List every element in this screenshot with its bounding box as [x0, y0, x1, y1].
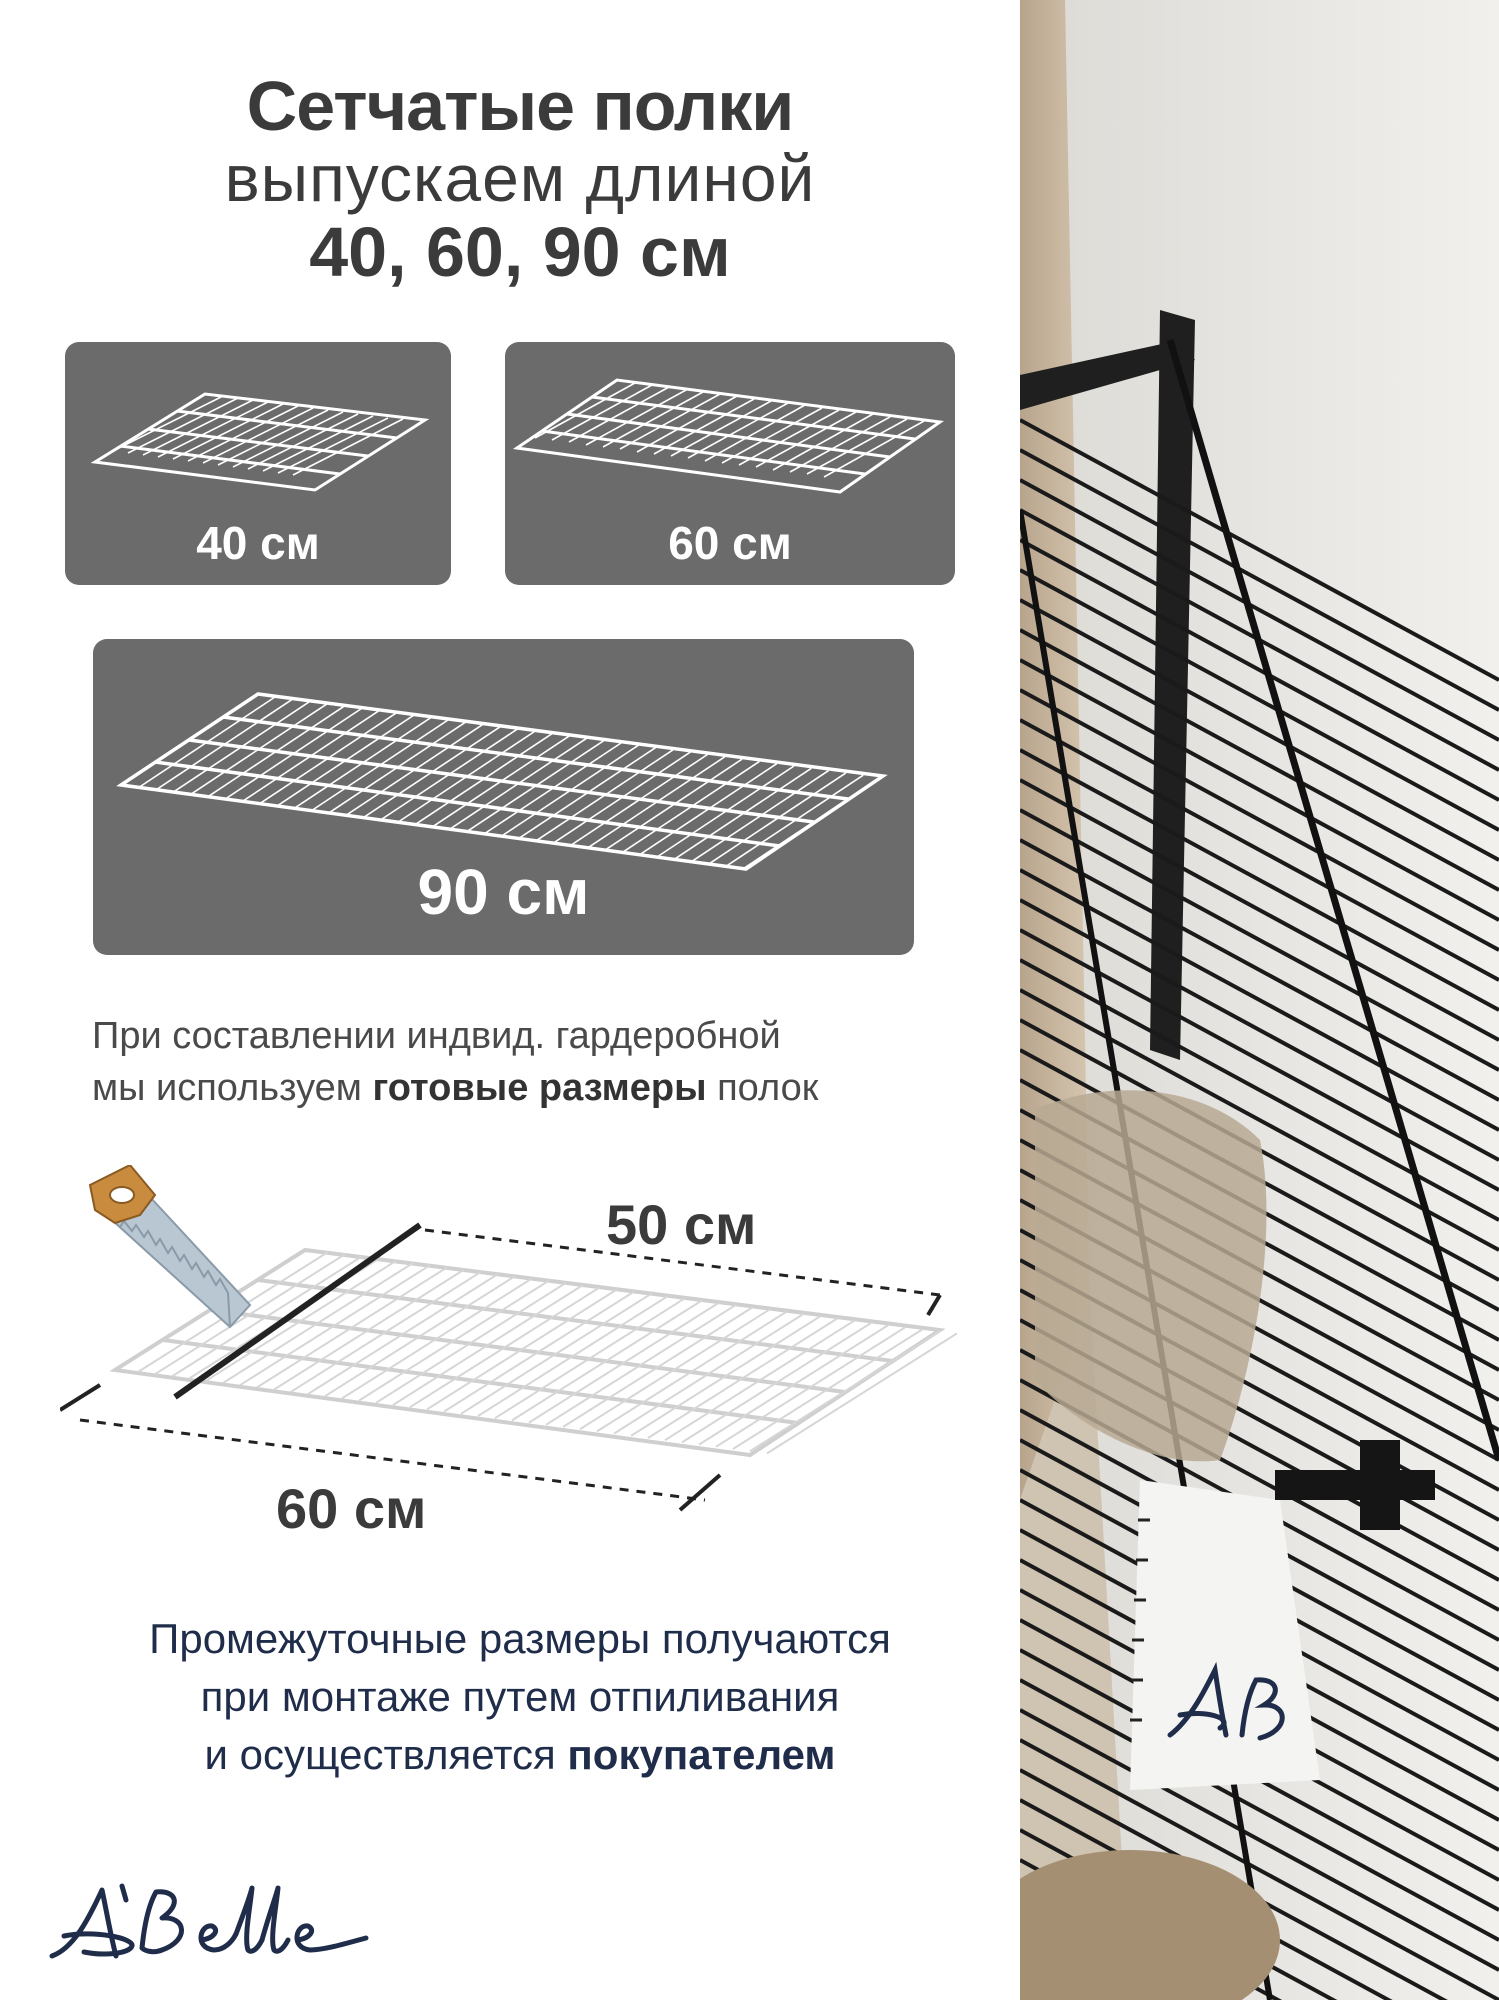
buyer-emphasis: покупателем	[567, 1731, 836, 1778]
wire-bar	[546, 1305, 736, 1425]
wire-bar	[529, 1303, 719, 1423]
info-paragraph	[92, 1010, 972, 1114]
wire-bar	[648, 1318, 838, 1438]
wire-bar	[410, 1287, 600, 1407]
wire-bar	[767, 1333, 957, 1453]
wire-bar	[359, 1281, 549, 1401]
wire-bar	[709, 773, 846, 864]
wire-bar	[674, 768, 811, 859]
shelf-card-90	[93, 639, 914, 955]
wire-bar	[376, 1283, 566, 1403]
wire-bar	[512, 1300, 702, 1420]
length-options-heading: 40, 60, 90 см	[309, 213, 731, 291]
shelf-size-label: 40 см	[196, 517, 320, 569]
footer-line-2: при монтаже путем отпиливания	[200, 1673, 840, 1720]
wire-bar	[427, 1289, 617, 1409]
wire-bar	[223, 1263, 413, 1383]
wire-bar	[692, 771, 829, 862]
wardrobe-photo-illustration	[1020, 0, 1499, 2000]
wire-bar	[461, 1294, 651, 1414]
dimension-label-top: 50 см	[606, 1193, 757, 1256]
wire-bar	[580, 1309, 770, 1429]
wire-bar	[726, 775, 863, 866]
abelle-logo-icon	[44, 1878, 374, 1968]
cut-diagram	[60, 1165, 980, 1535]
wire-bar	[733, 1329, 923, 1449]
wire-bar	[657, 766, 794, 857]
wire-bar	[342, 1278, 532, 1398]
wire-bar	[478, 1296, 668, 1416]
cut-shelf-illustration	[60, 1165, 980, 1535]
wire-bar	[563, 1307, 753, 1427]
wire-bar	[665, 1320, 855, 1440]
wire-bar	[614, 1314, 804, 1434]
info-line-1: При составлении индвид. гардеробной	[92, 1015, 781, 1057]
wire-bar	[750, 1331, 940, 1451]
saw-icon	[90, 1165, 250, 1327]
wire-bar	[495, 1298, 685, 1418]
wire-bar	[631, 1316, 821, 1436]
shelf-size-label: 60 см	[668, 517, 792, 569]
page-title: Сетчатые полки	[246, 67, 794, 145]
footer-note	[0, 1610, 1040, 1784]
wire-bar	[325, 1276, 515, 1396]
dimension-label-bottom: 60 см	[276, 1477, 427, 1540]
shelf-card-60	[505, 342, 955, 585]
footer-line-1: Промежуточные размеры получаются	[149, 1615, 891, 1662]
wire-bar	[597, 1311, 787, 1431]
ready-sizes-emphasis: готовые размеры	[372, 1067, 707, 1109]
wire-bar	[716, 1327, 906, 1447]
brand-logo	[44, 1878, 374, 1968]
shelf-size-label: 90 см	[417, 856, 590, 928]
shelf-card-40	[65, 342, 451, 585]
product-photo	[1020, 0, 1499, 2000]
info-line-2: мы используем готовые размеры полок	[92, 1067, 819, 1109]
wire-bar	[393, 1285, 583, 1405]
footer-line-3: и осуществляется покупателем	[204, 1731, 836, 1778]
wire-bar	[444, 1292, 634, 1412]
page-subtitle: выпускаем длиной	[224, 141, 816, 215]
wire-bar	[682, 1322, 872, 1442]
